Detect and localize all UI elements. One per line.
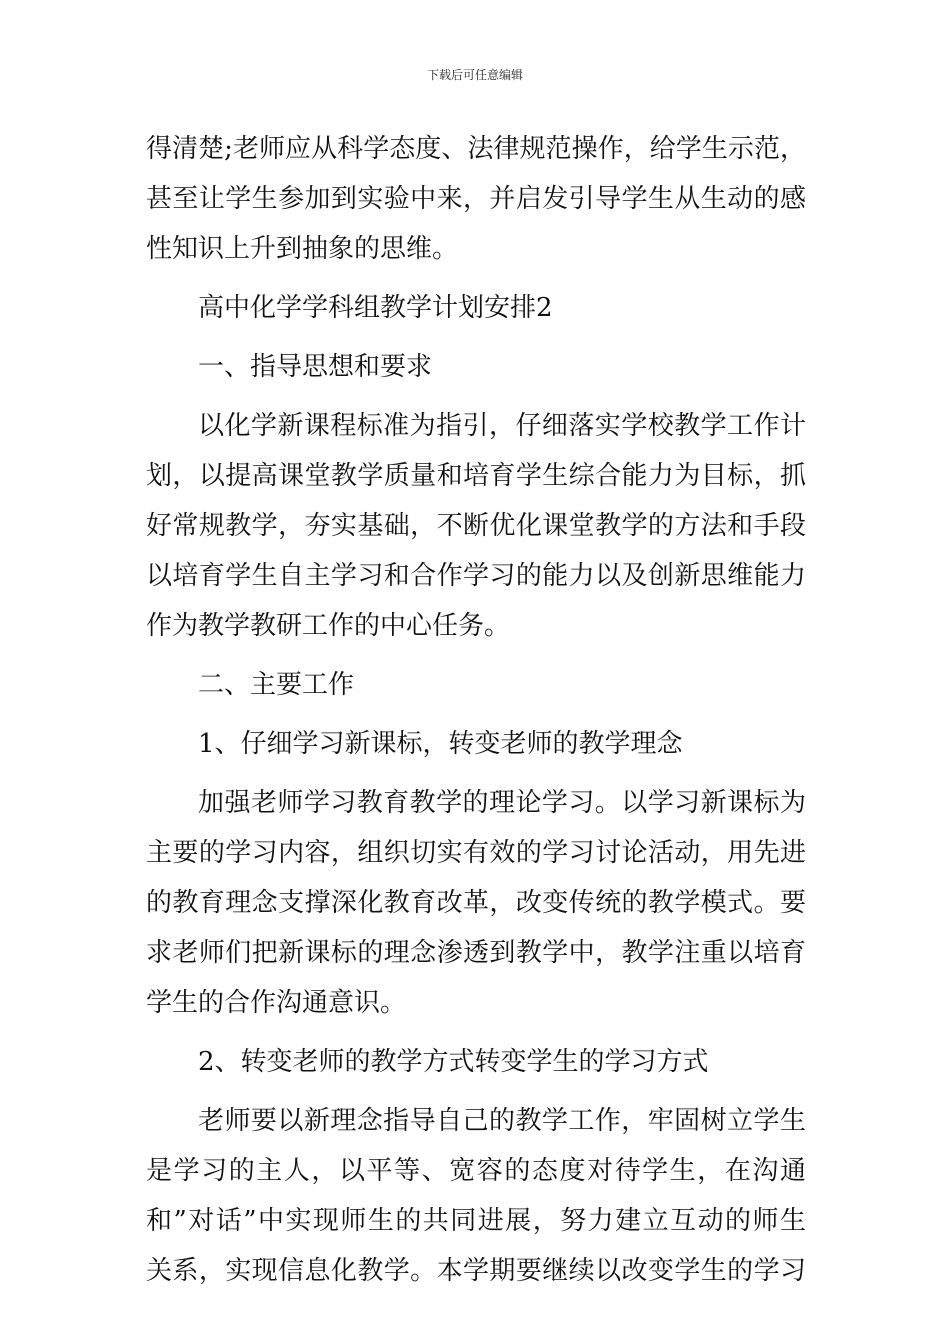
paragraph-line: 和”对话”中实现师生的共同进展，努力建立互动的师生	[146, 1206, 806, 1236]
paragraph-line: 性知识上升到抽象的思维。	[146, 234, 459, 264]
paragraph-line: 是学习的主人，以平等、宽容的态度对待学生，在沟通	[146, 1156, 806, 1186]
document-body	[146, 124, 806, 1296]
section-heading: 一、指导思想和要求	[198, 352, 433, 382]
paragraph-line: 的教育理念支撑深化教育改革，改变传统的教学模式。要	[146, 888, 806, 918]
paragraph-line: 以培育学生自主学习和合作学习的能力以及创新思维能力	[146, 561, 806, 591]
section-heading: 二、主要工作	[198, 670, 355, 700]
paragraph-line: 学生的合作沟通意识。	[146, 988, 407, 1018]
page-header-note: 下载后可任意编辑	[426, 68, 523, 82]
section-title: 高中化学学科组教学计划安排2	[198, 293, 553, 323]
paragraph-line: 得清楚;老师应从科学态度、法律规范操作，给学生示范，	[146, 134, 806, 164]
paragraph-line: 好常规教学，夯实基础，不断优化课堂教学的方法和手段	[146, 511, 806, 541]
paragraph-line: 加强老师学习教育教学的理论学习。以学习新课标为	[198, 788, 806, 818]
paragraph-line: 关系，实现信息化教学。本学期要继续以改变学生的学习	[146, 1256, 806, 1286]
paragraph-line: 作为教学教研工作的中心任务。	[146, 611, 511, 641]
subsection-heading: 1、仔细学习新课标，转变老师的教学理念	[198, 729, 683, 759]
subsection-heading: 2、转变老师的教学方式转变学生的学习方式	[198, 1047, 709, 1077]
paragraph-line: 求老师们把新课标的理念渗透到教学中，教学注重以培育	[146, 938, 806, 968]
paragraph-line: 以化学新课程标准为指引，仔细落实学校教学工作计	[198, 411, 806, 441]
paragraph-line: 老师要以新理念指导自己的教学工作，牢固树立学生	[198, 1106, 806, 1136]
paragraph-line: 甚至让学生参加到实验中来，并启发引导学生从生动的感	[146, 184, 806, 214]
paragraph-line: 划，以提高课堂教学质量和培育学生综合能力为目标，抓	[146, 461, 806, 491]
paragraph-line: 主要的学习内容，组织切实有效的学习讨论活动，用先进	[146, 838, 806, 868]
